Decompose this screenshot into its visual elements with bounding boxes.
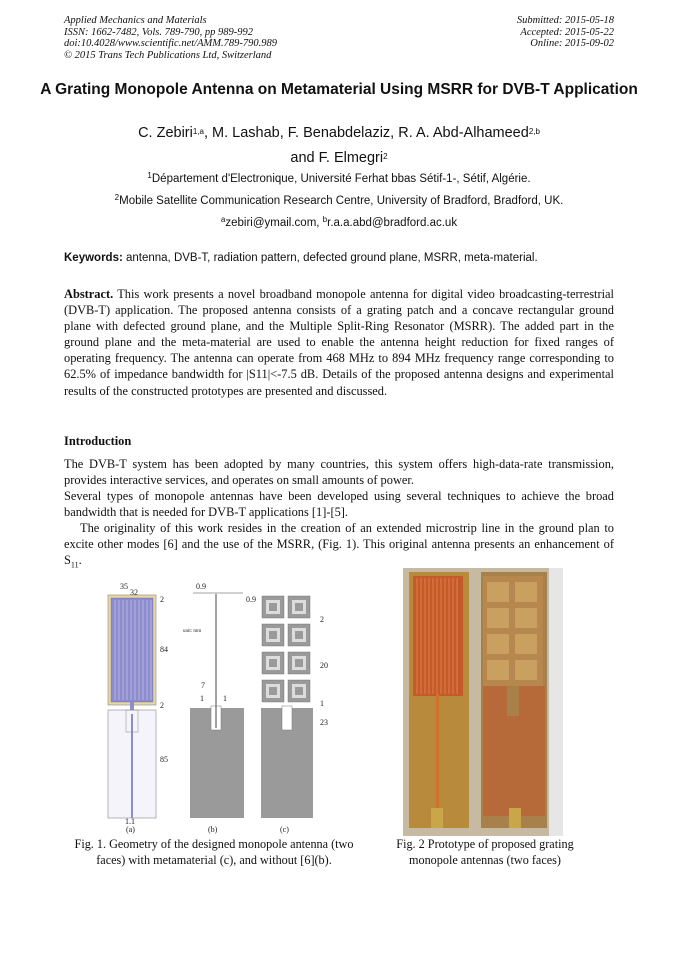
dim-32: 32 [130,588,138,597]
dim-20: 20 [320,661,328,670]
journal-header-right [517,15,614,50]
dim-2-mid: 2 [160,701,164,710]
copyright-line: © 2015 Trans Tech Publications Ltd, Switzerland [64,49,272,61]
figure-2-prototype-photo [403,568,563,836]
dim-84: 84 [160,645,168,654]
figure-2-caption: Fig. 2 Prototype of proposed grating monopole antennas (two faces) [396,837,574,867]
doi-line[interactable]: doi:10.4028/www.scientific.net/AMM.789-790.989 [64,38,277,50]
affiliation-2: $^2$Mobile Satellite Communication Research Centre, University of Bradford, Bradford, UK. [114,193,564,207]
dim-2-c: 2 [320,615,324,624]
section-heading-introduction: Introduction [64,434,132,448]
figure-1-geometry [98,580,334,834]
dim-1-a: 1 [200,694,204,703]
dim-23: 23 [320,718,328,727]
accepted-date: Accepted: 2015-05-22 [520,26,614,38]
prototype-face-2 [481,572,547,828]
dim-2-top: 2 [160,595,164,604]
antenna-face-c-msrr [261,596,313,818]
dim-35: 35 [120,582,128,591]
email-2[interactable]: r.a.a.abd@bradford.ac.uk [327,217,458,229]
author-2-4: , M. Lashab, F. Benabdelaziz, R. A. Abd-Alhameed [203,125,529,141]
figure-1-caption: Fig. 1. Geometry of the designed monopole antenna (two faces) with metamaterial (c), and without [6](b). [74,837,354,867]
dim-1-1: 1.1 [125,817,135,826]
antenna-face-b [190,593,244,818]
intro-paragraph-3: The originality of this work resides in the creation of an extended microstrip line in the ground plan to excite other modes [6] and the use of the MSRR, (Fig. 1). This original antenna presents an enhancement of $S_{11}$. [64,521,614,570]
dim-0-9-b: 0.9 [246,595,256,604]
keywords: Keywords: antenna, DVB-T, radiation pattern, defected ground plane, MSRR, meta-material. [64,252,538,264]
affiliation-1: $^1$Département d'Electronique, Université Ferhat bbas Sétif-1-, Sétif, Algérie. [147,171,531,185]
issn-line: ISSN: 1662-7482, Vols. 789-790, pp 989-992 [64,26,253,38]
label-a: (a) [126,825,135,834]
journal-name: Applied Mechanics and Materials [64,15,207,26]
prototype-face-1 [409,572,469,828]
label-b: (b) [208,825,218,834]
author-1: C. Zebiri [138,125,193,141]
dim-1-c: 1 [320,699,324,708]
email-1[interactable]: zebiri@ymail.com, [225,217,323,229]
dim-7: 7 [201,681,205,690]
dim-1-b: 1 [223,694,227,703]
online-date: Online: 2015-09-02 [530,38,614,50]
paper-title: A Grating Monopole Antenna on Metamaterial Using MSRR for DVB-T Application [40,81,638,98]
author-5: and F. Elmegri [290,150,384,166]
dim-85: 85 [160,755,168,764]
intro-paragraph-1: The DVB-T system has been adopted by many countries, this system offers high-data-rate transmission, provides interactive services, and operates on small amounts of power. [64,457,614,488]
dim-0-9-a: 0.9 [196,582,206,591]
submitted-date: Submitted: 2015-05-18 [516,15,614,26]
unit-label: unit: mm [183,629,202,634]
journal-header-left [64,15,277,61]
label-c: (c) [280,825,289,834]
abstract: Abstract. This work presents a novel broadband monopole antenna for digital video broadcasting-terrestrial (DVB-T) application. The proposed antenna consists of a grating patch and a concave rectangular ground plane with defected ground plane, and the Multiple Split-Ring Resonator (MSRR). The added part in the ground plane and the meta-material are used to enable the antenna height reduction for fixed ranges of operating frequency. The antenna can operate from 468 MHz to 894 MHz frequency range corresponding to 62.5% of impedance bandwidth for |S11|<-7.5 dB. Details of the proposed antenna designs and experimental results of the constructed prototypes are presented and discussed. [64,287,614,398]
intro-paragraph-2: Several types of monopole antennas have been developed using several techniques to achieve the broad bandwidth that is needed for DVB-T applications [1]-[5]. [64,489,614,520]
antenna-face-a [108,595,156,818]
author-emails: $^a$zebiri@ymail.com, $^b$r.a.a.abd@bradford.ac.uk [220,215,458,229]
author-list: C. Zebiri$^{1,a}$, M. Lashab, F. Benabdelaziz, R. A. Abd-Alhameed$^{2,b}$ and F. Elmegri$^2$ [138,125,540,166]
